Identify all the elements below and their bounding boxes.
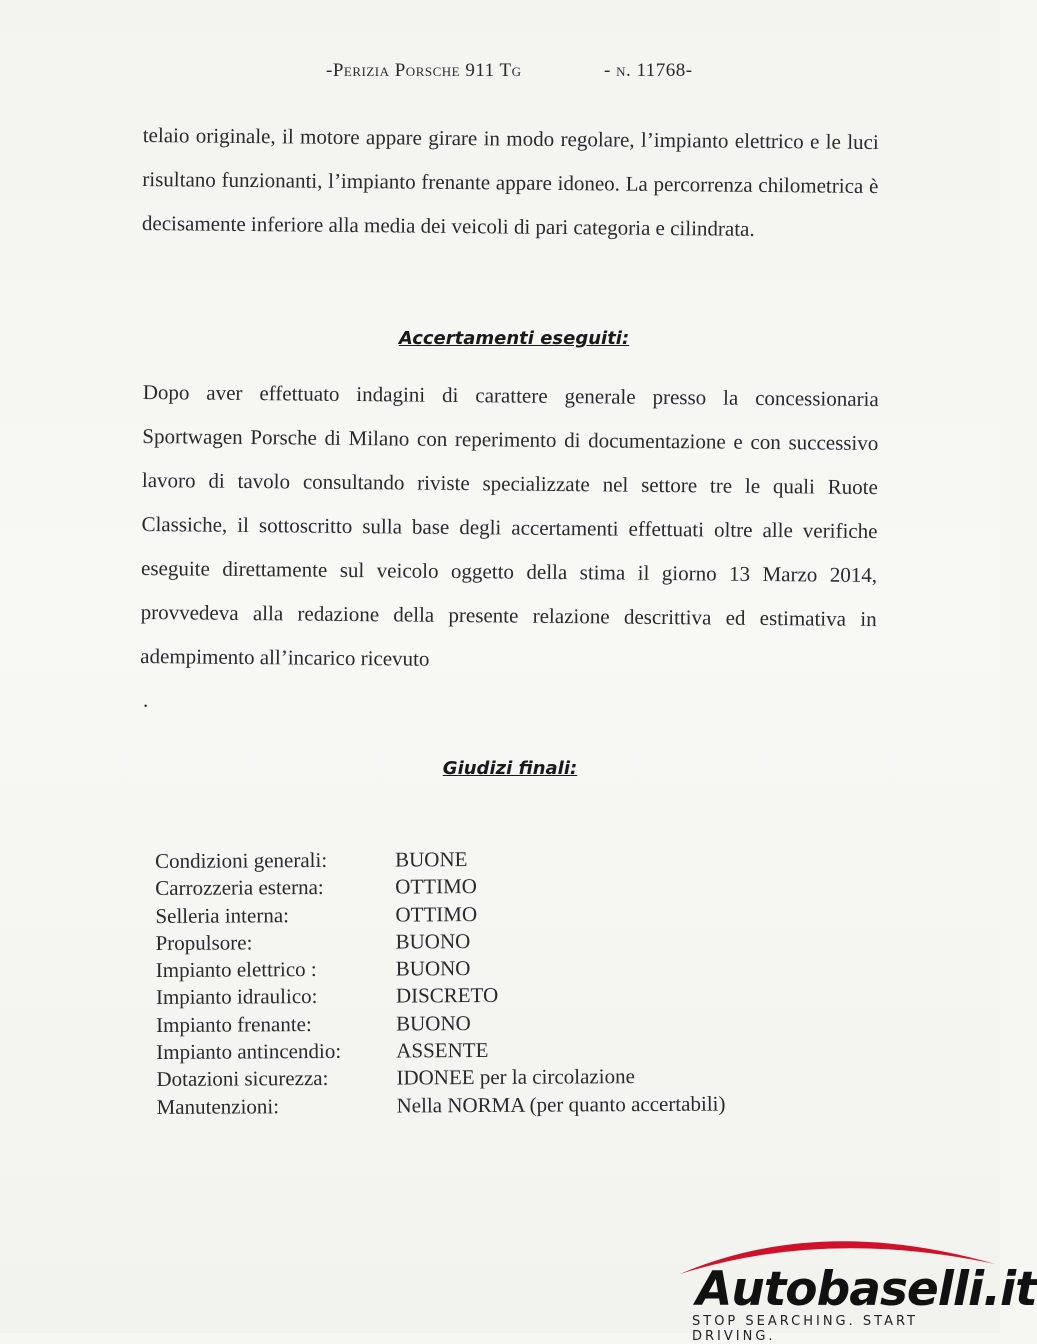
- grade-row: [156, 981, 725, 1012]
- grade-value: BUONO: [395, 956, 471, 981]
- grade-value: IDONEE per la circolazione: [396, 1064, 635, 1090]
- section-heading-accertamenti: Accertamenti eseguiti:: [398, 328, 630, 349]
- paragraph-intro: telaio originale, il motore appare girare in modo regolare, l’impianto elettrico e le luci risultano funzionanti, l’impianto frenante appare idoneo. La percorrenza chilometrica è decisamente inferiore alla media dei veicoli di pari categoria e cilindrata.: [141, 122, 879, 241]
- page-header: [0, 60, 1000, 90]
- grade-value: Nella NORMA (per quanto accertabili): [396, 1091, 726, 1118]
- section-heading-giudizi: Giudizi finali:: [442, 758, 578, 779]
- header-number: - n. 11768-: [604, 60, 693, 81]
- grade-value: BUONE: [395, 847, 468, 872]
- grade-row: [156, 954, 725, 985]
- grade-row: [156, 1036, 725, 1067]
- grade-value: ASSENTE: [396, 1038, 489, 1063]
- grade-row: [157, 1090, 726, 1121]
- grade-row: [155, 845, 724, 876]
- grade-row: [155, 899, 724, 930]
- logo-tagline: STOP SEARCHING. START DRIVING.: [692, 1314, 918, 1344]
- grade-label: Selleria interna:: [155, 902, 290, 928]
- grade-value: OTTIMO: [395, 874, 477, 899]
- logo-brand-text: Autobaselli.it: [696, 1262, 1037, 1317]
- grade-label: Impianto elettrico :: [155, 957, 317, 983]
- grade-label: Dotazioni sicurezza:: [156, 1066, 329, 1092]
- grade-label: Propulsore:: [155, 930, 253, 955]
- grade-label: Manutenzioni:: [156, 1093, 280, 1119]
- header-title: -Perizia Porsche 911 Tg: [326, 60, 522, 81]
- grade-label: Impianto idraulico:: [155, 984, 318, 1010]
- grade-row: [156, 926, 725, 957]
- grade-row: [156, 1008, 725, 1039]
- grade-label: Impianto frenante:: [156, 1011, 312, 1037]
- grade-label: Condizioni generali:: [155, 847, 328, 873]
- grade-value: OTTIMO: [395, 901, 478, 927]
- stray-period: .: [143, 688, 149, 712]
- grade-value: DISCRETO: [395, 983, 499, 1009]
- paragraph-accertamenti: Dopo aver effettuato indagini di carattere generale presso la concessionaria Sportwagen Porsche di Milano con reperimento di documentazione e con successivo lavoro di tavolo consultando riviste specializzate nel settore tre le quali Ruote Classiche, il sottoscritto sulla base degli accertamenti effettuati oltre alle verifiche eseguite direttamente sul veicolo oggetto della stima il giorno 13 Marzo 2014, provvedeva alla redazione della presente relazione descrittiva ed estimativa in adempimento all’incarico ricevuto: [140, 379, 879, 671]
- grade-label: Carrozzeria esterna:: [155, 875, 324, 901]
- grade-value: BUONO: [396, 1010, 471, 1036]
- grade-value: BUONO: [395, 928, 471, 954]
- grade-label: Impianto antincendio:: [156, 1038, 342, 1065]
- grade-row: [155, 872, 724, 903]
- autobaselli-watermark: [650, 1222, 1037, 1344]
- grade-row: [156, 1063, 725, 1094]
- grades-table: [155, 845, 726, 1121]
